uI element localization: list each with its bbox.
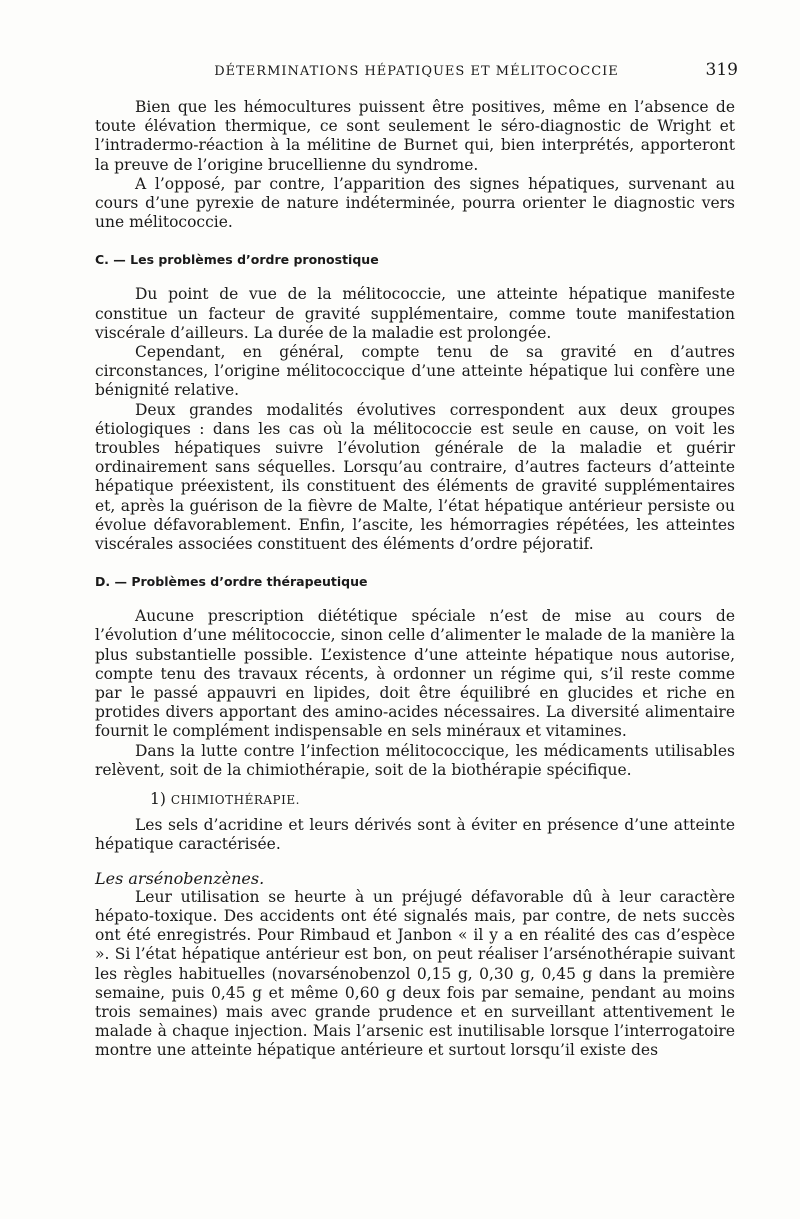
paragraph: Du point de vue de la mélitococcie, une atteinte hépatique manifeste constitue un facteur de gravité supplémentaire, comme toute manifestation viscérale d’ailleurs. La durée de la maladie est prolongée. — [95, 285, 735, 342]
page-body — [95, 98, 735, 1061]
paragraph: Leur utilisation se heurte à un préjugé défavorable dû à leur caractère hépato-toxique. Des accidents ont été signalés mais, par contre, de nets succès ont été enregistrés. Pour Rimbaud et Janbon « il y a en réalité des cas d’espèce ». Si l’état hépatique antérieur est bon, on peut réaliser l’arsénothérapie suivant les règles habituelles (novarsénobenzol 0,15 g, 0,30 g, 0,45 g dans la première semaine, puis 0,45 g et même 0,60 g deux fois par semaine, pendant au moins trois semaines) mais avec grande prudence et en surveillant attentivement le malade à chaque injection. Mais l’arsenic est inutilisable lorsque l’interrogatoire montre une atteinte hépatique antérieure et surtout lorsqu’il existe des — [95, 887, 735, 1060]
subsection-number: 1) — [150, 790, 171, 809]
paragraph: Cependant, en général, compte tenu de sa gravité en d’autres circonstances, l’origine mélitococcique d’une atteinte hépatique lui confère une bénignité relative. — [95, 343, 735, 400]
section-heading-c: C. — Les problèmes d’ordre pronostique — [95, 252, 379, 268]
paragraph: Dans la lutte contre l’infection mélitococcique, les médicaments utilisables relèvent, soit de la chimiothérapie, soit de la biothérapie spécifique. — [95, 741, 735, 779]
subsection-heading — [150, 790, 735, 808]
paragraph: Deux grandes modalités évolutives correspondent aux deux groupes étiologiques : dans les cas où la mélitococcie est seule en cause, on voit les troubles hépatiques suivre l’évolution générale de la maladie et guérir ordinairement sans séquelles. Lorsqu’au contraire, d’autres facteurs d’atteinte hépatique préexistent, ils constituent des éléments de gravité supplémentaires et, après la guérison de la fièvre de Malte, l’état hépatique antérieur persiste ou évolue défavorablement. Enfin, l’ascite, les hémorragies répétées, les atteintes viscérales associées constituent des éléments d’ordre péjoratif. — [95, 400, 735, 554]
paragraph: A l’opposé, par contre, l’apparition des signes hépatiques, survenant au cours d’une pyrexie de nature indéterminée, pourra orienter le diagnostic vers une mélitococcie. — [95, 174, 735, 232]
running-header — [95, 60, 738, 86]
paragraph: Aucune prescription diététique spéciale n’est de mise au cours de l’évolution d’une mélitococcie, sinon celle d’alimenter le malade de la manière la plus substantielle possible. L’existence d’une atteinte hépatique nous autorise, compte tenu des travaux récents, à ordonner un régime qui, s’il reste comme par le passé appauvri en lipides, doit être équilibré en glucides et riche en protides divers apportant des amino-acides nécessaires. La diversité alimentaire fournit le complément indispensable en sels minéraux et vitamines. — [95, 607, 735, 741]
section-heading-d: D. — Problèmes d’ordre thérapeutique — [95, 574, 368, 590]
paragraph: Bien que les hémocultures puissent être positives, même en l’absence de toute élévation thermique, ce sont seulement le séro-diagnostic de Wright et l’intradermo-réaction à la mélitine de Burnet qui, bien interprétés, apporteront la preuve de l’origine brucellienne du syndrome. — [95, 98, 735, 174]
paragraph: Les sels d’acridine et leurs dérivés sont à éviter en présence d’une atteinte hépatique caractérisée. — [95, 816, 735, 854]
subsection-title: CHIMIOTHÉRAPIE. — [170, 793, 300, 808]
running-title: DÉTERMINATIONS HÉPATIQUES ET MÉLITOCOCCIE — [214, 64, 619, 79]
page-number: 319 — [705, 60, 738, 80]
italic-subheading: Les arsénobenzènes. — [95, 868, 265, 888]
